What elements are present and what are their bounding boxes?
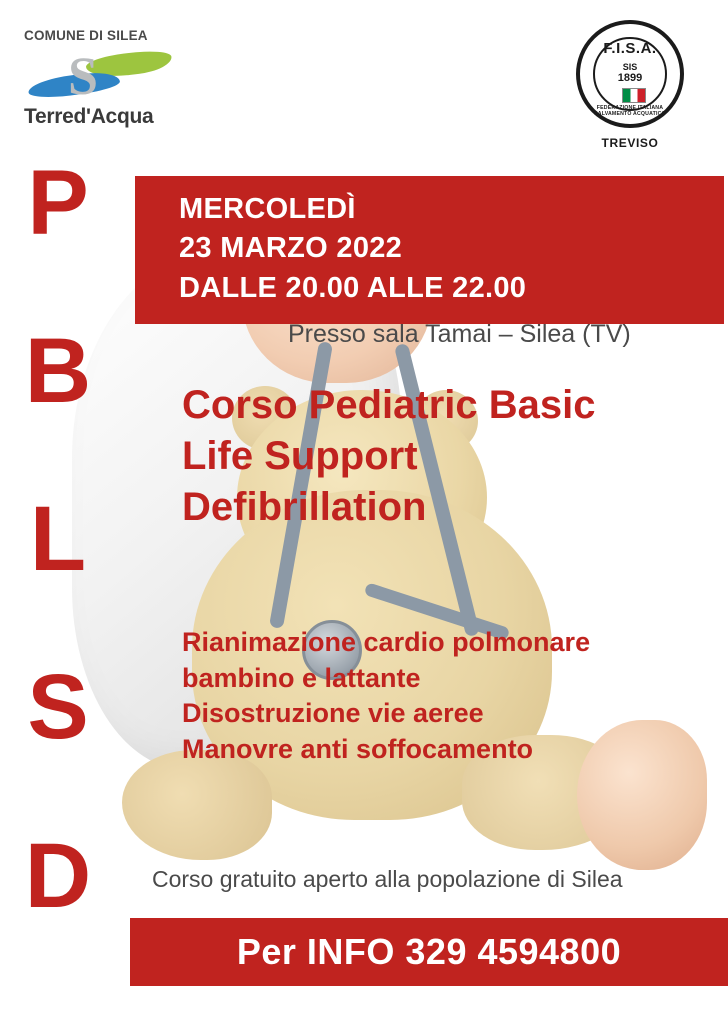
comune-label: COMUNE DI SILEA bbox=[24, 28, 148, 43]
free-course-note: Corso gratuito aperto alla popolazione di Silea bbox=[152, 866, 623, 892]
acronym-letter: L bbox=[29, 488, 87, 591]
course-topic-line: bambino e lattante bbox=[182, 662, 421, 693]
fisa-year: 1899 bbox=[617, 72, 643, 84]
course-topic-line: Rianimazione cardio polmonare bbox=[182, 627, 591, 657]
fisa-city-label: TREVISO bbox=[601, 136, 659, 150]
course-title bbox=[182, 380, 722, 532]
vertical-acronym-pblsd bbox=[6, 152, 110, 927]
fisa-full-name: FEDERAZIONE ITALIANA SALVAMENTO ACQUATICO bbox=[594, 105, 666, 117]
fisa-acronym: F.I.S.A. bbox=[603, 40, 657, 57]
terre-dacqua-wordmark: Terred'Acqua bbox=[24, 105, 154, 128]
acronym-letter: D bbox=[24, 824, 92, 927]
info-phone-banner bbox=[130, 918, 728, 986]
acronym-letter: S bbox=[27, 656, 89, 759]
course-title-line: Life Support bbox=[182, 433, 418, 478]
fisa-sis-label: SIS bbox=[622, 62, 638, 72]
acronym-letter: B bbox=[24, 320, 92, 423]
event-time: DALLE 20.00 ALLE 22.00 bbox=[179, 271, 527, 304]
course-title-line: Defibrillation bbox=[182, 484, 427, 529]
italian-flag-icon bbox=[622, 88, 646, 103]
event-day: MERCOLEDÌ bbox=[179, 193, 356, 225]
course-title-line: Corso Pediatric Basic bbox=[182, 383, 596, 427]
acronym-letter: P bbox=[27, 152, 89, 254]
course-topics bbox=[182, 625, 727, 768]
terre-dacqua-mark-icon bbox=[24, 46, 174, 106]
course-topic-line: Disostruzione vie aeree bbox=[182, 698, 484, 729]
fisa-logo bbox=[568, 20, 692, 150]
event-venue: Presso sala Tamai – Silea (TV) bbox=[288, 320, 631, 348]
comune-di-silea-logo bbox=[24, 28, 214, 129]
info-phone-text: Per INFO 329 4594800 bbox=[236, 931, 622, 972]
date-banner bbox=[135, 176, 724, 324]
fisa-badge-icon bbox=[576, 20, 684, 128]
event-date: 23 MARZO 2022 bbox=[179, 232, 403, 265]
course-topic-line: Manovre anti soffocamento bbox=[182, 733, 534, 764]
logo-letter-s: S bbox=[68, 46, 99, 106]
